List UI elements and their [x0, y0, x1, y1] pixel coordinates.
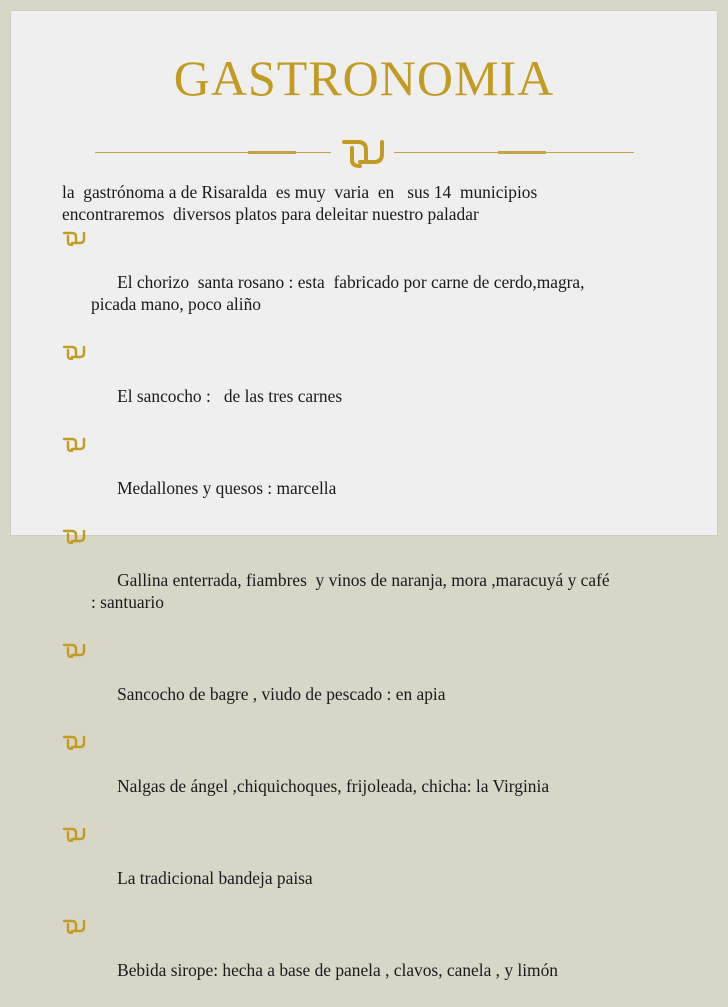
list-item-line-1: El chorizo santa rosano : esta fabricado por carne de cerdo,magra,: [117, 272, 585, 292]
chain-link-bullet-icon: [62, 826, 86, 842]
list-item-line-1: El sancocho : de las tres carnes: [117, 386, 343, 406]
chain-link-bullet-icon: [62, 436, 86, 452]
chain-link-bullet-icon: [62, 918, 86, 934]
list-item-line-1: Medallones y quesos : marcella: [117, 478, 337, 498]
dish-bullet-list: [62, 227, 682, 1003]
list-item: [62, 227, 682, 337]
list-item-line-2: picada mano, poco aliño: [91, 294, 261, 314]
list-item: [62, 433, 682, 521]
intro-line-2: encontraremos diversos platos para deleitar nuestro paladar: [62, 204, 479, 224]
list-item: [62, 731, 682, 819]
list-item: [62, 823, 682, 911]
intro-paragraph: [62, 181, 682, 225]
intro-line-1: la gastrónoma a de Risaralda es muy varia en sus 14 municipios: [62, 182, 538, 202]
list-item-line-1: Bebida sirope: hecha a base de panela , clavos, canela , y limón: [117, 960, 558, 980]
list-item: [62, 915, 682, 1003]
list-item-line-2: : santuario: [91, 592, 164, 612]
chain-link-bullet-icon: [62, 344, 86, 360]
slide-body: [62, 181, 682, 1007]
slide-title: [0, 50, 728, 106]
list-item-line-1: La tradicional bandeja paisa: [117, 868, 313, 888]
title-divider-accent-left: [248, 151, 296, 154]
chain-link-bullet-icon: [62, 230, 86, 246]
list-item-line-1: Sancocho de bagre , viudo de pescado : en apia: [117, 684, 446, 704]
title-divider-accent-right: [498, 151, 546, 154]
list-item-line-1: Nalgas de ángel ,chiquichoques, frijoleada, chicha: la Virginia: [117, 776, 550, 796]
chain-link-bullet-icon: [62, 642, 86, 658]
interlocking-loops-ornament-icon: [338, 136, 388, 168]
slide-title-text: GASTRONOMIA: [173, 50, 555, 106]
list-item: [62, 525, 682, 635]
list-item-line-1: Gallina enterrada, fiambres y vinos de naranja, mora ,maracuyá y café: [117, 570, 610, 590]
chain-link-bullet-icon: [62, 734, 86, 750]
list-item: [62, 639, 682, 727]
chain-link-bullet-icon: [62, 528, 86, 544]
list-item: [62, 341, 682, 429]
